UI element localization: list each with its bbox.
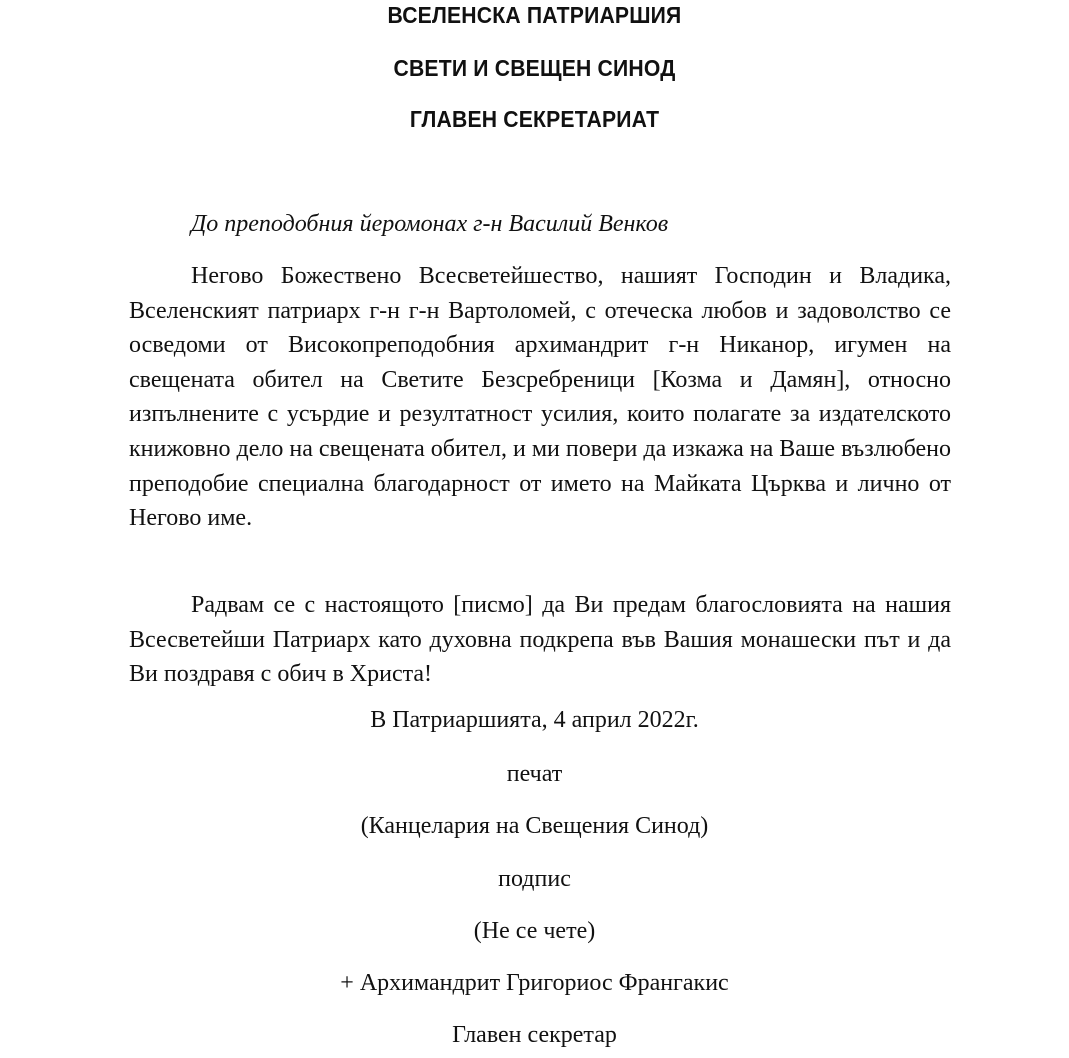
addressee-line: До преподобния йеромонах г-н Василий Венков bbox=[191, 211, 669, 237]
body-paragraph-1: Негово Божествено Всесветейшество, нашият Господин и Владика, Вселенският патриарх г-н г-н Вартоломей, с отеческа любов и задоволство се осведоми от Високопреподобния архимандрит г-н Никанор, игумен на свещената обител на Светите Безсребреници [Козма и Дамян], относно изпълнените с усърдие и резултатност усилия, които полагате за издателското книжовно дело на свещената обител, и ми повери да изкажа на Ваше възлюбено преподобие специална благодарност от името на Майката Църква и лично от Негово име. bbox=[129, 263, 951, 532]
seal-text: (Канцелария на Свещения Синод) bbox=[360, 813, 709, 839]
signature-text: (Не се чете) bbox=[473, 918, 596, 944]
seal-label: печат bbox=[506, 761, 563, 787]
header-secretariat: ГЛАВЕН СЕКРЕТАРИАТ bbox=[409, 106, 660, 132]
signature-label: подпис bbox=[498, 866, 571, 892]
body-paragraph-2: Радвам се с настоящото [писмо] да Ви предам благословията на нашия Всесветейши Патриарх като духовна подкрепа във Вашия монашески път и да Ви поздравя с обич в Христа! bbox=[129, 592, 951, 688]
place-date: В Патриаршията, 4 април 2022г. bbox=[370, 707, 699, 733]
signatory-name: + Архимандрит Григориос Франгакис bbox=[340, 970, 729, 996]
header-patriarchate: ВСЕЛЕНСКА ПАТРИАРШИЯ bbox=[387, 2, 682, 28]
header-synod: СВЕТИ И СВЕЩЕН СИНОД bbox=[393, 55, 676, 81]
signatory-title: Главен секретар bbox=[452, 1022, 617, 1048]
